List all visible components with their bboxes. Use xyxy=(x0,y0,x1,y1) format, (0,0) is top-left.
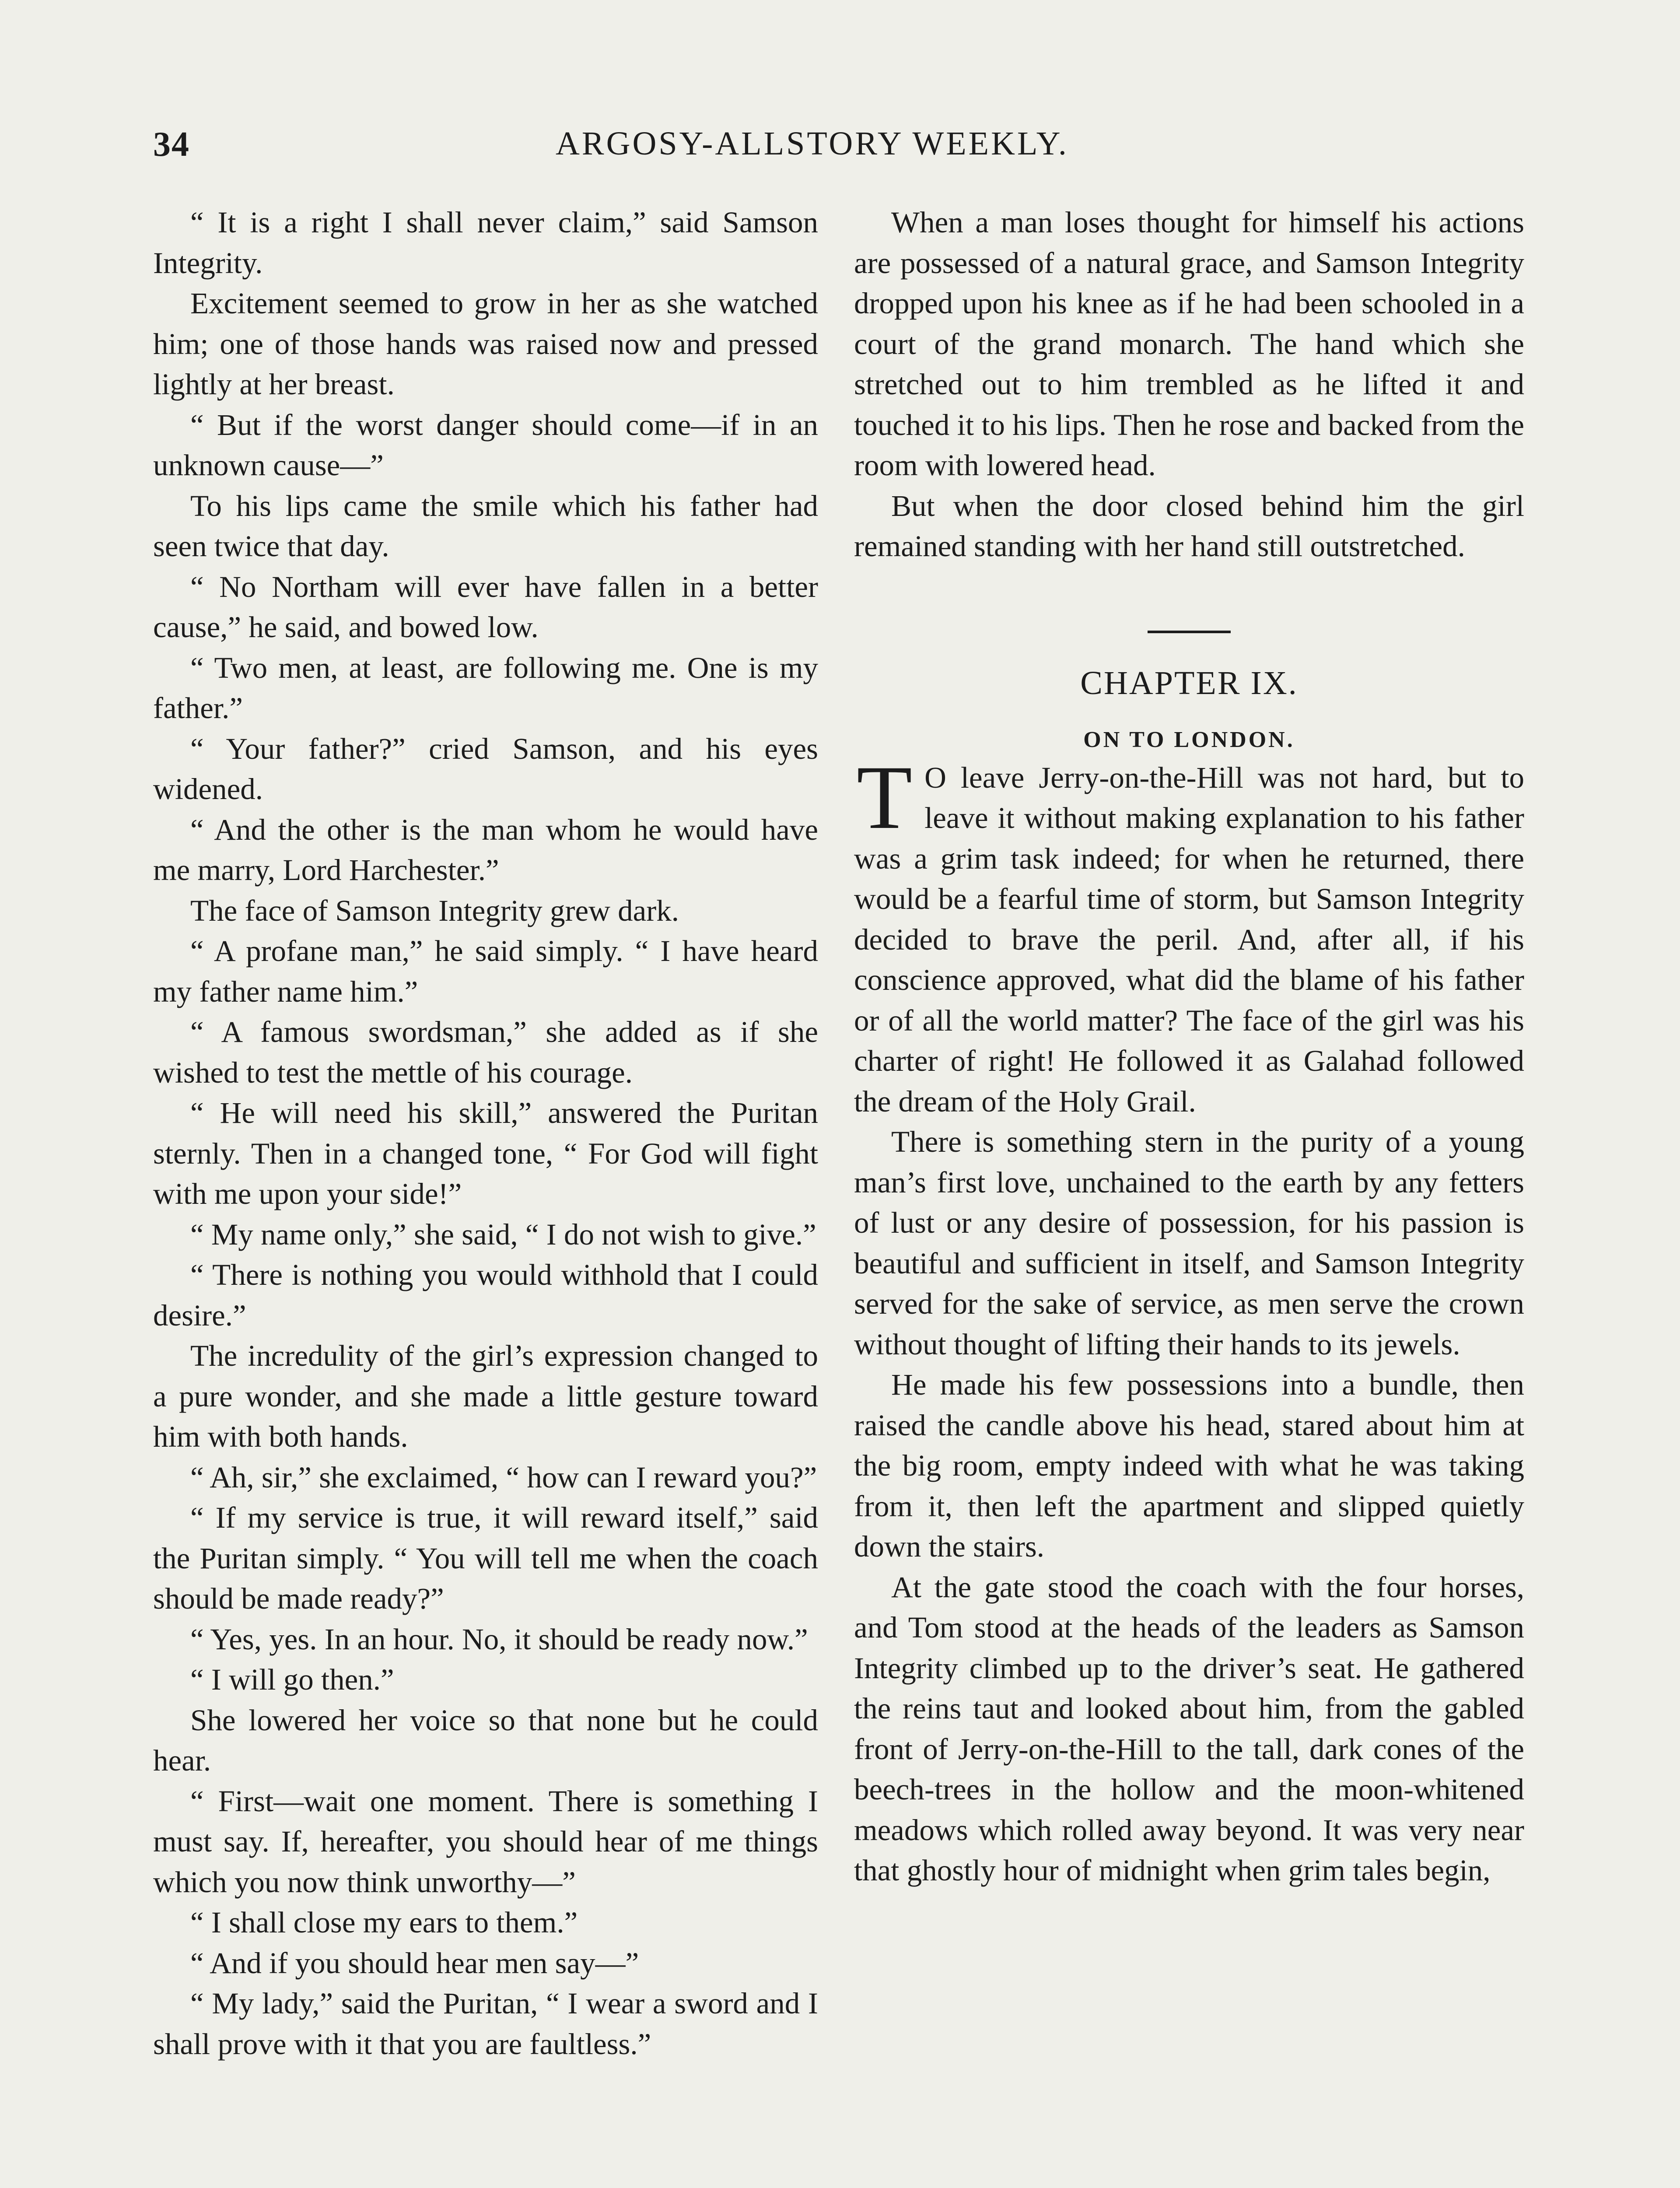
paragraph: “ I shall close my ears to them.” xyxy=(190,1906,578,1939)
page-number: 34 xyxy=(153,125,190,164)
chapter-subtitle: ON TO LONDON. xyxy=(1083,727,1295,752)
right-column xyxy=(854,202,1524,1891)
section-divider xyxy=(1148,631,1231,633)
paragraph: “ I will go then.” xyxy=(190,1663,394,1696)
chapter-opening-paragraph xyxy=(854,747,1524,1122)
paragraph: “ A profane man,” he said simply. “ I have heard my father name him.” xyxy=(153,934,818,1008)
paragraph: “ Yes, yes. In an hour. No, it should be ready now.” xyxy=(190,1622,808,1656)
paragraph: At the gate stood the coach with the four horses, and Tom stood at the heads of the leaders as Samson Integrity climbed up to the driver’s seat. He gathered the reins taut and looked about him, from the gabled front of Jerry-on-the-Hill to the tall, dark cones of the beech-trees in the hollow and the moon-whitened meadows which rolled away beyond. It was very near that ghostly hour of midnight when grim tales begin, xyxy=(854,1570,1524,1887)
page-header xyxy=(0,0,1680,184)
paragraph: “ Ah, sir,” she exclaimed, “ how can I reward you?” xyxy=(190,1460,817,1494)
paragraph: “ My name only,” she said, “ I do not wish to give.” xyxy=(190,1217,816,1251)
opening-text: O leave Jerry-on-the-Hill was not hard, but to leave it without making explanation to his father was a grim task indeed; for when he returned, there would be a fearful time of storm, but Samson Integrity decided to brave the peril. And, after all, if his conscience approved, what did the blame of his father or of all the world matter? The face of the girl was his charter of right! He followed it as Galahad followed the dream of the Holy Grail. xyxy=(854,761,1524,1118)
paragraph: But when the door closed behind him the girl remained standing with her hand still outstretched. xyxy=(854,489,1524,563)
paragraph: To his lips came the smile which his father had seen twice that day. xyxy=(153,489,818,563)
paragraph: There is something stern in the purity of a young man’s first love, unchained to the earth by any fetters of lust or any desire of possession, for his passion is beautiful and sufficient in itself, and Samson Integrity served for the sake of service, as men serve the crown without thought of lifting their hands to its jewels. xyxy=(854,1125,1524,1361)
paragraph: Excitement seemed to grow in her as she watched him; one of those hands was raised now and pressed lightly at her breast. xyxy=(153,287,818,401)
paragraph: “ Your father?” cried Samson, and his eyes widened. xyxy=(153,732,818,806)
chapter-title: CHAPTER IX. xyxy=(1080,664,1298,701)
paragraph: “ My lady,” said the Puritan, “ I wear a sword and I shall prove with it that you are faultless.” xyxy=(153,1987,818,2061)
running-head: ARGOSY-ALLSTORY WEEKLY. xyxy=(556,125,1069,162)
paragraph: The incredulity of the girl’s expression changed to a pure wonder, and she made a little gesture toward him with both hands. xyxy=(153,1339,818,1453)
paragraph: “ And the other is the man whom he would have me marry, Lord Harchester.” xyxy=(153,813,818,887)
paragraph: The face of Samson Integrity grew dark. xyxy=(190,894,679,927)
paragraph: “ But if the worst danger should come—if in an unknown cause—” xyxy=(153,408,818,482)
paragraph: When a man loses thought for himself his actions are possessed of a natural grace, and Samson Integrity dropped upon his knee as if he had been schooled in a court of the grand monarch. The hand which she stretched out to him trembled as he lifted it and touched it to his lips. Then he rose and backed from the room with lowered head. xyxy=(854,206,1524,482)
paragraph: “ And if you should hear men say—” xyxy=(190,1946,639,1980)
paragraph: “ First—wait one moment. There is something I must say. If, hereafter, you should hear of me things which you now think unworthy—” xyxy=(153,1784,818,1899)
paragraph: “ He will need his skill,” answered the Puritan sternly. Then in a changed tone, “ For God will fight with me upon your side!” xyxy=(153,1096,818,1210)
paragraph: “ No Northam will ever have fallen in a better cause,” he said, and bowed low. xyxy=(153,570,818,644)
drop-cap: T xyxy=(857,747,913,848)
left-column xyxy=(153,202,818,2064)
paragraph: “ It is a right I shall never claim,” said Samson Integrity. xyxy=(153,206,818,280)
paragraph: She lowered her voice so that none but he could hear. xyxy=(153,1703,818,1777)
paragraph: “ There is nothing you would withhold that I could desire.” xyxy=(153,1258,818,1332)
paragraph: He made his few possessions into a bundle, then raised the candle above his head, stared about him at the big room, empty indeed with what he was taking from it, then left the apartment and slipped quietly down the stairs. xyxy=(854,1368,1524,1563)
paragraph: “ If my service is true, it will reward itself,” said the Puritan simply. “ You will tell me when the coach should be made ready?” xyxy=(153,1501,818,1615)
paragraph: “ A famous swordsman,” she added as if she wished to test the mettle of his courage. xyxy=(153,1015,818,1089)
paragraph: “ Two men, at least, are following me. One is my father.” xyxy=(153,651,818,725)
